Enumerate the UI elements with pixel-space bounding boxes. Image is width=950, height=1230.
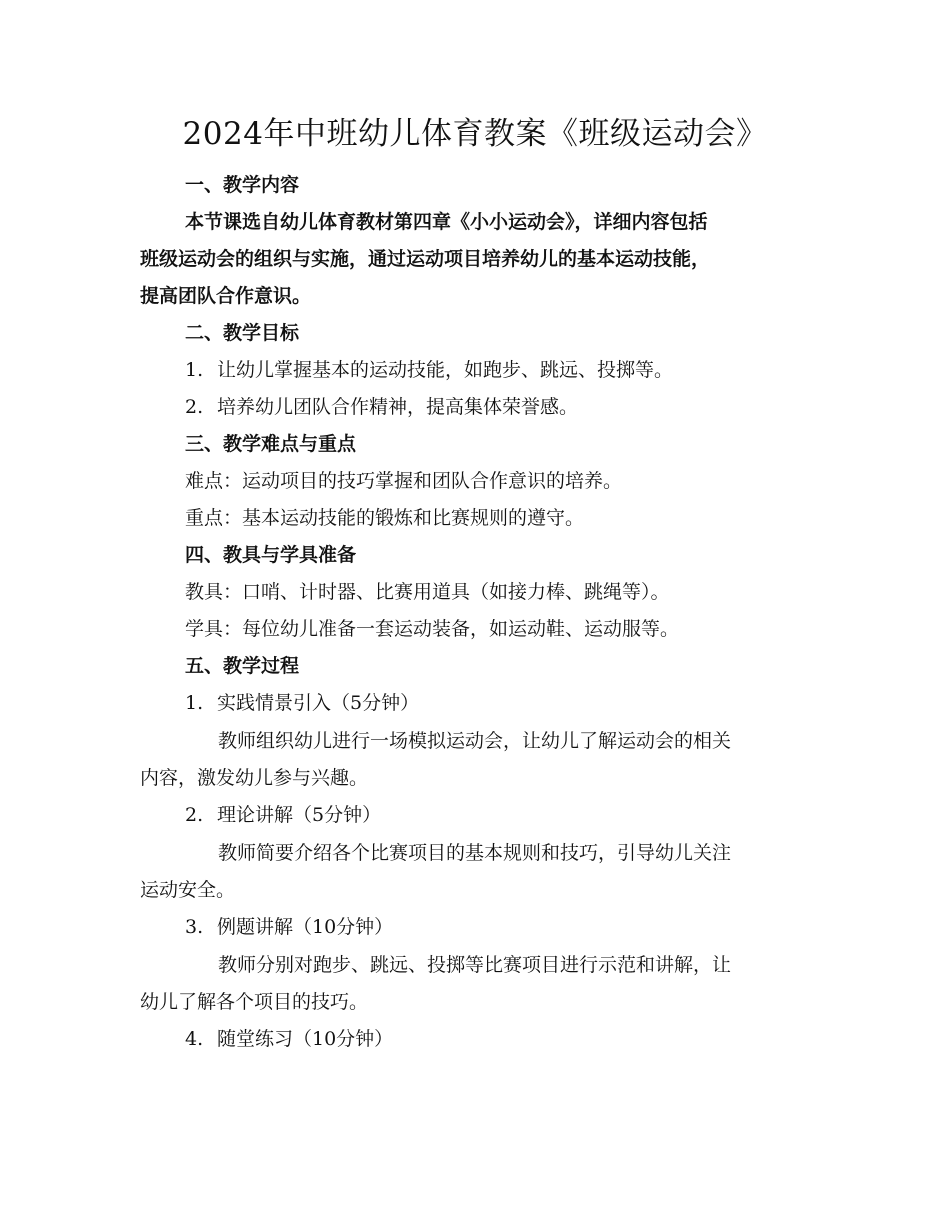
item-number: 2. xyxy=(185,396,204,418)
item-text: 让幼儿掌握基本的运动技能，如跑步、跳远、投掷等。 xyxy=(217,359,674,381)
content-paragraph-line-1: 本节课选自幼儿体育教材第四章《小小运动会》，详细内容包括 xyxy=(185,211,708,233)
process-step-title xyxy=(185,913,865,941)
step-paragraph-line-2: 运动安全。 xyxy=(140,879,236,901)
section-heading-materials: 四、教具与学具准备 xyxy=(185,544,357,566)
process-step-title xyxy=(185,801,865,829)
section-heading-process: 五、教学过程 xyxy=(185,655,300,677)
step-paragraph-line-2: 幼儿了解各个项目的技巧。 xyxy=(140,991,369,1013)
step-paragraph-line-2: 内容，激发幼儿参与兴趣。 xyxy=(140,767,369,789)
step-title-text: 实践情景引入（5分钟） xyxy=(217,692,420,714)
step-number: 2. xyxy=(185,804,204,826)
step-title-text: 例题讲解（10分钟） xyxy=(217,916,394,938)
step-number: 1. xyxy=(185,692,204,714)
difficulty-line: 难点：运动项目的技巧掌握和团队合作意识的培养。 xyxy=(185,470,623,492)
step-paragraph-line-1: 教师组织幼儿进行一场模拟运动会，让幼儿了解运动会的相关 xyxy=(218,730,732,752)
key-point-line: 重点：基本运动技能的锻炼和比赛规则的遵守。 xyxy=(185,507,585,529)
objective-item xyxy=(185,393,865,421)
content-paragraph-line-2: 班级运动会的组织与实施，通过运动项目培养幼儿的基本运动技能， xyxy=(140,248,711,270)
step-number: 3. xyxy=(185,916,204,938)
item-text: 培养幼儿团队合作精神，提高集体荣誉感。 xyxy=(217,396,579,418)
document-title: 2024年中班幼儿体育教案《班级运动会》 xyxy=(182,116,768,152)
student-tools-line: 学具：每位幼儿准备一套运动装备，如运动鞋、运动服等。 xyxy=(185,618,680,640)
section-heading-objectives: 二、教学目标 xyxy=(185,322,300,344)
step-title-text: 理论讲解（5分钟） xyxy=(217,804,382,826)
section-heading-content: 一、教学内容 xyxy=(185,174,300,196)
item-number: 1. xyxy=(185,359,204,381)
process-step-title xyxy=(185,1025,865,1053)
step-paragraph-line-1: 教师分别对跑步、跳远、投掷等比赛项目进行示范和讲解，让 xyxy=(218,954,732,976)
teacher-tools-line: 教具：口哨、计时器、比赛用道具（如接力棒、跳绳等）。 xyxy=(185,581,670,603)
step-number: 4. xyxy=(185,1028,204,1050)
objective-item xyxy=(185,356,865,384)
step-paragraph-line-1: 教师简要介绍各个比赛项目的基本规则和技巧，引导幼儿关注 xyxy=(218,842,732,864)
step-title-text: 随堂练习（10分钟） xyxy=(217,1028,394,1050)
section-heading-difficulties: 三、教学难点与重点 xyxy=(185,433,357,455)
process-step-title xyxy=(185,689,865,717)
content-paragraph-line-3: 提高团队合作意识。 xyxy=(140,285,312,307)
